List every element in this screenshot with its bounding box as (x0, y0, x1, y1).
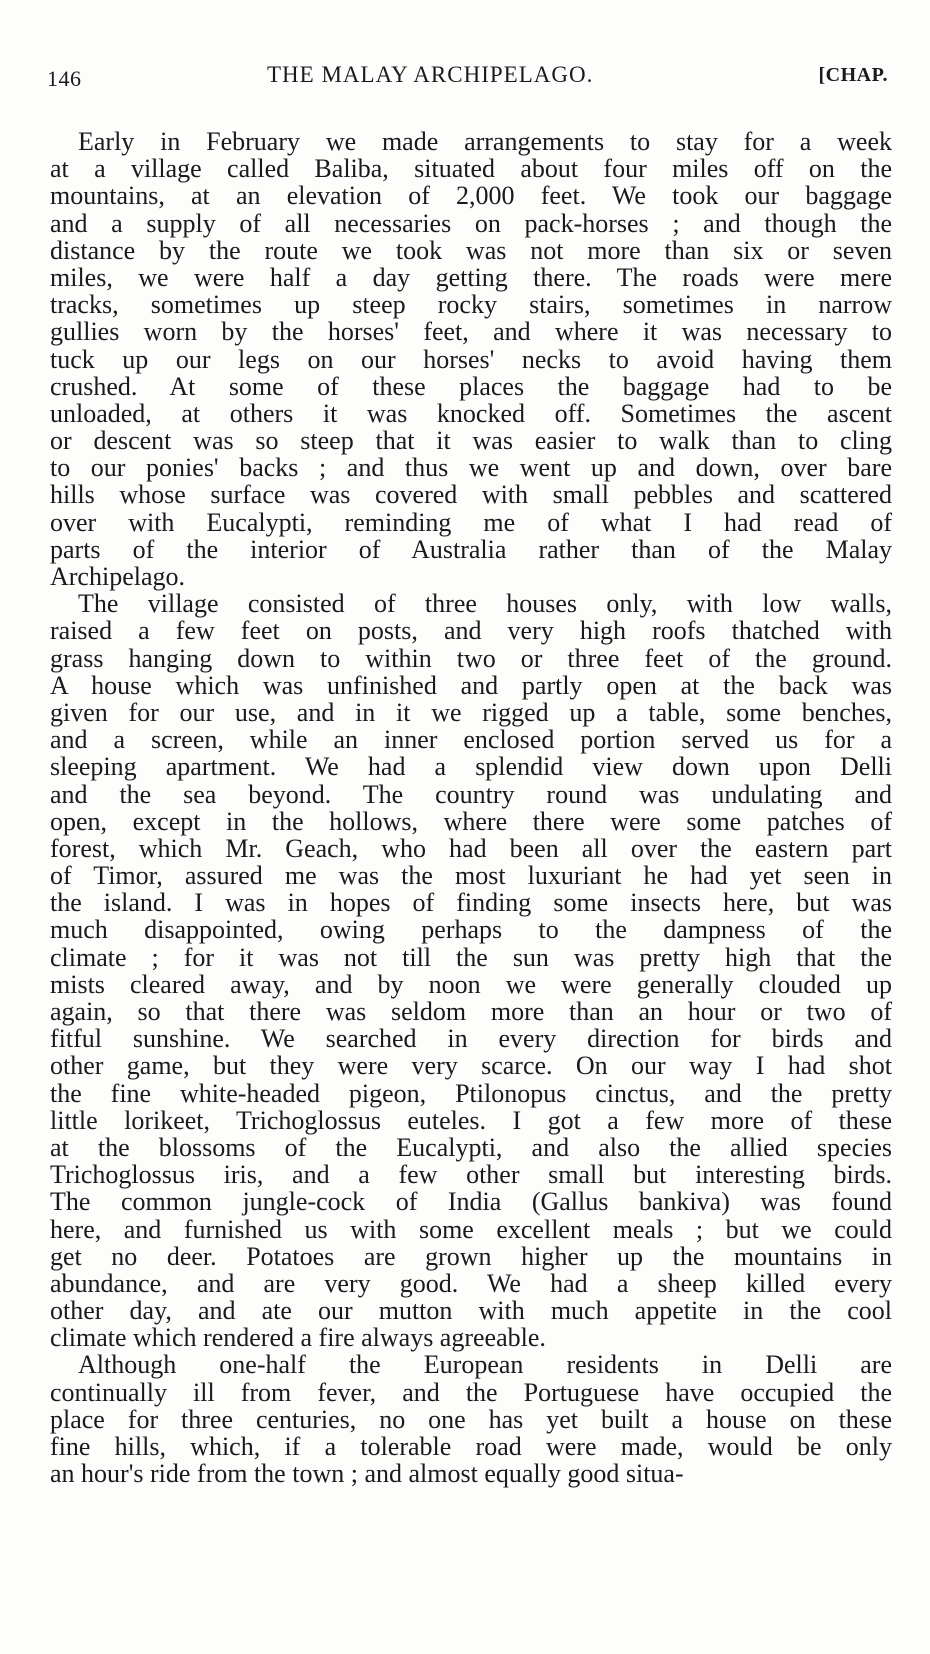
text-line: unloaded, at others it was knocked off. Sometimes the ascent (50, 398, 892, 428)
text-line: given for our use, and in it we rigged up a table, some benches, (50, 697, 892, 727)
text-line: and a supply of all necessaries on pack-horses ; and though the (50, 208, 892, 238)
text-line: sleeping apartment. We had a splendid view down upon Delli (50, 752, 892, 782)
text-line: much disappointed, owing perhaps to the dampness of the (50, 915, 892, 945)
text-line: open, except in the hollows, where there were some patches of (50, 806, 892, 836)
text-line: tuck up our legs on our horses' necks to avoid having them (50, 344, 892, 374)
text-line: the fine white-headed pigeon, Ptilonopus cinctus, and the pretty (50, 1078, 892, 1108)
paragraph (50, 128, 892, 590)
text-line: mists cleared away, and by noon we were generally clouded up (50, 969, 892, 999)
text-line: raised a few feet on posts, and very high roofs thatched with (50, 616, 892, 646)
text-line: to our ponies' backs ; and thus we went up and down, over bare (50, 453, 892, 483)
text-line: gullies worn by the horses' feet, and where it was necessary to (50, 317, 892, 347)
text-line: parts of the interior of Australia rather than of the Malay (50, 534, 892, 564)
text-line: at the blossoms of the Eucalypti, and also the allied species (50, 1132, 892, 1162)
page-number: 146 (47, 66, 82, 91)
text-line: climate which rendered a fire always agreeable. (50, 1323, 546, 1353)
text-line: continually ill from fever, and the Portuguese have occupied the (50, 1377, 892, 1407)
text-line: and a screen, while an inner enclosed portion served us for a (50, 725, 892, 755)
text-line: tracks, sometimes up steep rocky stairs, sometimes in narrow (50, 290, 892, 320)
text-line: at a village called Baliba, situated about four miles off on the (50, 154, 892, 184)
running-head (47, 62, 888, 92)
text-line: or descent was so steep that it was easier to walk than to cling (50, 426, 892, 456)
text-line: A house which was unfinished and partly open at the back was (50, 670, 892, 700)
text-line: here, and furnished us with some excellent meals ; but we could (50, 1214, 892, 1244)
text-line: distance by the route we took was not more than six or seven (50, 235, 892, 265)
text-line: the island. I was in hopes of finding some insects here, but was (50, 888, 892, 918)
text-line: mountains, at an elevation of 2,000 feet. We took our baggage (50, 181, 892, 211)
text-line: little lorikeet, Trichoglossus euteles. I got a few more of these (50, 1105, 892, 1135)
text-line: Archipelago. (50, 562, 186, 591)
text-line: hills whose surface was covered with small pebbles and scattered (50, 480, 892, 510)
text-line: an hour's ride from the town ; and almost equally good situa- (50, 1459, 684, 1489)
text-line: other day, and ate our mutton with much appetite in the cool (50, 1296, 892, 1326)
text-line: again, so that there was seldom more than an hour or two of (50, 997, 892, 1026)
text-line: miles, we were half a day getting there. The roads were mere (50, 262, 892, 292)
paragraph (50, 590, 892, 1351)
text-line: The common jungle-cock of India (Gallus bankiva) was found (50, 1187, 892, 1217)
text-line: crushed. At some of these places the baggage had to be (50, 371, 892, 401)
text-line: place for three centuries, no one has yet built a house on these (50, 1404, 892, 1434)
chapter-mark: [CHAP. (818, 64, 888, 86)
text-line: Early in February we made arrangements to stay for a week (78, 127, 892, 156)
text-line: The village consisted of three houses only, with low walls, (78, 589, 892, 619)
running-title: THE MALAY ARCHIPELAGO. (267, 62, 594, 87)
text-line: get no deer. Potatoes are grown higher up the mountains in (50, 1241, 892, 1271)
text-line: fine hills, which, if a tolerable road were made, would be only (50, 1432, 892, 1461)
text-line: over with Eucalypti, reminding me of what I had read of (50, 507, 892, 537)
paragraph (50, 1351, 892, 1487)
text-line: of Timor, assured me was the most luxuriant he had yet seen in (50, 861, 892, 891)
text-line: Although one-half the European residents in Delli are (78, 1350, 892, 1380)
text-line: grass hanging down to within two or three feet of the ground. (50, 643, 892, 673)
text-line: other game, but they were very scarce. On our way I had shot (50, 1051, 892, 1081)
text-line: abundance, and are very good. We had a sheep killed every (50, 1268, 892, 1298)
text-line: climate ; for it was not till the sun was pretty high that the (50, 942, 892, 972)
text-line: Trichoglossus iris, and a few other small but interesting birds. (50, 1160, 892, 1190)
text-line: forest, which Mr. Geach, who had been all over the eastern part (50, 833, 892, 863)
body-text (50, 128, 892, 1487)
text-line: and the sea beyond. The country round was undulating and (50, 779, 892, 809)
text-line: fitful sunshine. We searched in every direction for birds and (50, 1024, 892, 1054)
